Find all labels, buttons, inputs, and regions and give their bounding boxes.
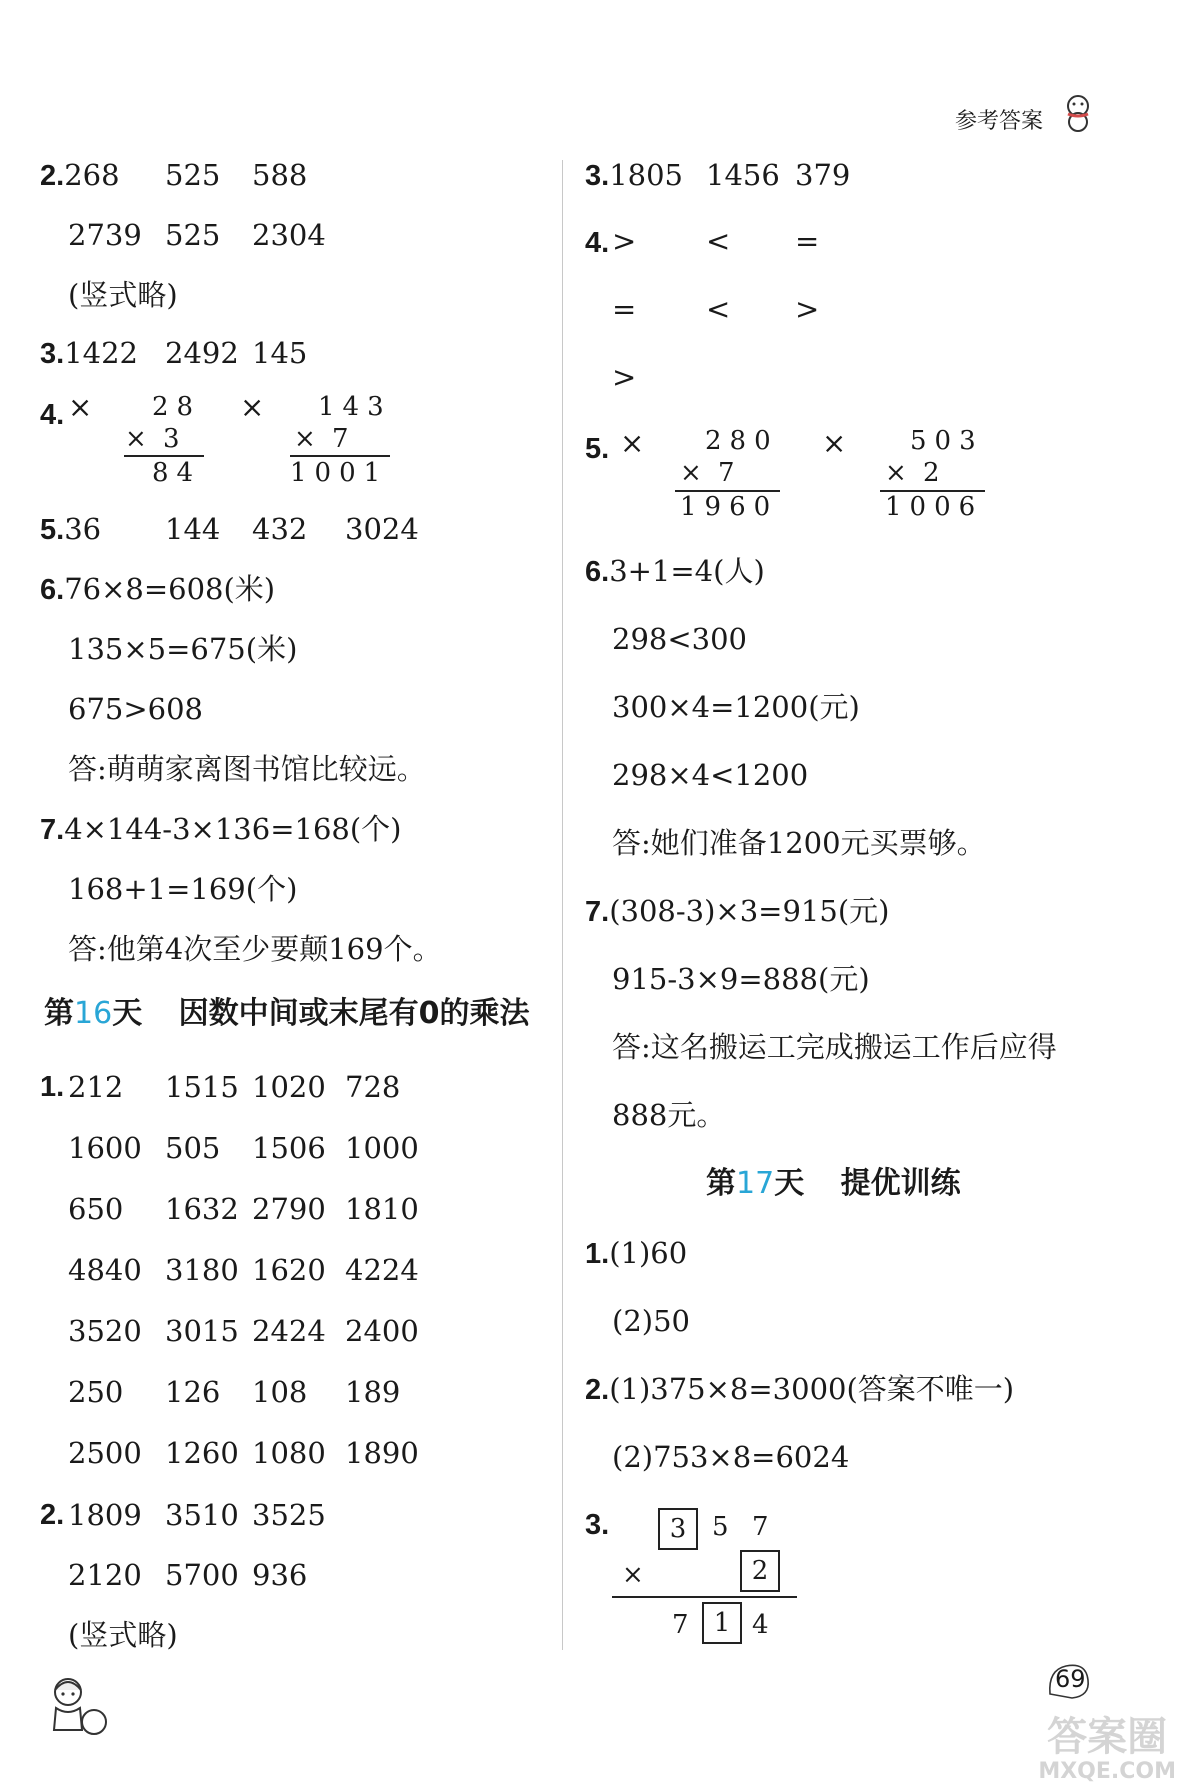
q-label: 3. xyxy=(585,1509,610,1541)
answer-box: 2 xyxy=(740,1550,780,1592)
answer-line: 168+1=169(个) xyxy=(68,872,298,906)
answer-line: (2)753×8=6024 xyxy=(612,1440,850,1474)
grid-cell: 1600 xyxy=(68,1131,142,1165)
calc-rule xyxy=(290,455,390,457)
grid-cell: 108 xyxy=(252,1375,308,1409)
right-q3: 3.1805 xyxy=(585,158,683,192)
times-sign: × xyxy=(622,1560,644,1590)
answer-line: 915-3×9=888(元) xyxy=(612,962,870,996)
wrong-mark: × xyxy=(68,390,93,424)
cell: 525 xyxy=(165,218,221,252)
answer-line: 675>608 xyxy=(68,692,204,726)
calc-mid: × 7 xyxy=(680,458,739,488)
snowman-icon xyxy=(1058,92,1098,132)
day16-heading: 第16天 因数中间或末尾有0的乘法 xyxy=(44,996,530,1031)
cell: < xyxy=(706,292,731,326)
calc-rule xyxy=(124,455,204,457)
grid-cell: 2500 xyxy=(68,1436,142,1470)
grid-cell: 4840 xyxy=(68,1253,142,1287)
calc-top: 143 xyxy=(318,392,392,422)
q-label: 1. xyxy=(40,1071,65,1103)
grid-cell: 1890 xyxy=(345,1436,419,1470)
cell: 2739 xyxy=(68,218,142,252)
grid-cell: 2400 xyxy=(345,1314,419,1348)
cell: 145 xyxy=(252,336,308,370)
grid-cell: 1515 xyxy=(165,1070,239,1104)
day17-heading: 第17天 提优训练 xyxy=(706,1166,961,1201)
grid-cell: 3015 xyxy=(165,1314,239,1348)
calc-mid: × 3 xyxy=(125,424,184,454)
grid-cell: 1632 xyxy=(165,1192,239,1226)
cell: > xyxy=(612,360,637,394)
digit: 4 xyxy=(752,1610,769,1640)
calc-result: 1006 xyxy=(885,492,984,522)
answer-box: 3 xyxy=(658,1508,698,1550)
grid-cell: 189 xyxy=(345,1375,401,1409)
calc-top: 28 xyxy=(152,392,202,422)
answer-line: 135×5=675(米) xyxy=(68,632,298,666)
snow-kid-mascot-icon xyxy=(40,1672,110,1738)
page-number: 69 xyxy=(1055,1665,1086,1693)
calc-top: 280 xyxy=(705,426,779,456)
cell: 525 xyxy=(165,158,221,192)
cell: 936 xyxy=(252,1558,308,1592)
digit: 7 xyxy=(672,1610,689,1640)
answer-line: 298<300 xyxy=(612,622,748,656)
grid-cell: 2790 xyxy=(252,1192,326,1226)
left-q5: 5.36 xyxy=(40,512,102,546)
wrong-mark: × xyxy=(620,426,645,460)
grid-cell: 1000 xyxy=(345,1131,419,1165)
grid-cell: 126 xyxy=(165,1375,221,1409)
grid-cell: 3520 xyxy=(68,1314,142,1348)
grid-cell: 3180 xyxy=(165,1253,239,1287)
left-q6-line1: 6.76×8=608(米) xyxy=(40,572,276,606)
cell: 2304 xyxy=(252,218,326,252)
calc-result: 1001 xyxy=(290,458,389,488)
grid-cell: 2424 xyxy=(252,1314,326,1348)
digit: 7 xyxy=(752,1512,769,1542)
grid-cell: 250 xyxy=(68,1375,124,1409)
calc-mid: × 2 xyxy=(885,458,944,488)
header-title: 参考答案 xyxy=(955,109,1044,134)
cell: 3510 xyxy=(165,1498,239,1532)
q-label: 2. xyxy=(40,1499,65,1531)
cell: 2492 xyxy=(165,336,239,370)
grid-cell: 1020 xyxy=(252,1070,326,1104)
calc-rule xyxy=(612,1596,797,1598)
grid-cell: 505 xyxy=(165,1131,221,1165)
cell: 3525 xyxy=(252,1498,326,1532)
grid-cell: 1506 xyxy=(252,1131,326,1165)
note: (竖式略) xyxy=(68,278,178,312)
cell: 432 xyxy=(252,512,308,546)
right-q6-line1: 6.3+1=4(人) xyxy=(585,554,765,588)
cell: = xyxy=(795,224,820,258)
grid-cell: 728 xyxy=(345,1070,401,1104)
cell: 144 xyxy=(165,512,221,546)
right-d17-q1-line1: 1.(1)60 xyxy=(585,1236,688,1270)
cell: 1456 xyxy=(706,158,780,192)
answer-line: 答:她们准备1200元买票够。 xyxy=(612,826,986,860)
cell: 379 xyxy=(795,158,851,192)
calc-result: 84 xyxy=(152,458,202,488)
digit: 5 xyxy=(712,1512,729,1542)
q-label: 4. xyxy=(585,227,610,259)
q-label: 4. xyxy=(40,399,65,431)
wrong-mark: × xyxy=(240,390,265,424)
cell: > xyxy=(795,292,820,326)
answer-line: (2)50 xyxy=(612,1304,690,1338)
answer-line: 300×4=1200(元) xyxy=(612,690,860,724)
grid-cell: 212 xyxy=(68,1070,124,1104)
grid-cell: 650 xyxy=(68,1192,124,1226)
grid-cell: 4224 xyxy=(345,1253,419,1287)
cell: 588 xyxy=(252,158,308,192)
cell: < xyxy=(706,224,731,258)
cell: 3024 xyxy=(345,512,419,546)
calc-mid: × 7 xyxy=(294,424,353,454)
cell: 5700 xyxy=(165,1558,239,1592)
answer-line: 298×4<1200 xyxy=(612,758,809,792)
grid-cell: 1080 xyxy=(252,1436,326,1470)
answer-line: 888元。 xyxy=(612,1098,726,1132)
q-label: 5. xyxy=(585,433,610,465)
answer-line: 答:萌萌家离图书馆比较远。 xyxy=(68,752,426,786)
answer-line: 答:他第4次至少要颠169个。 xyxy=(68,932,442,966)
wrong-mark: × xyxy=(822,426,847,460)
calc-top: 503 xyxy=(910,426,984,456)
right-d17-q2-line1: 2.(1)375×8=3000(答案不唯一) xyxy=(585,1372,1015,1406)
column-divider xyxy=(562,160,563,1650)
cell: 1809 xyxy=(68,1498,142,1532)
answer-box: 1 xyxy=(702,1602,742,1644)
left-q7-line1: 7.4×144-3×136=168(个) xyxy=(40,812,402,846)
grid-cell: 1810 xyxy=(345,1192,419,1226)
right-q7-line1: 7.(308-3)×3=915(元) xyxy=(585,894,890,928)
left-q2-row1: 2.268 xyxy=(40,158,120,192)
grid-cell: 1260 xyxy=(165,1436,239,1470)
cell: 2120 xyxy=(68,1558,142,1592)
cell: = xyxy=(612,292,637,326)
left-q3: 3.1422 xyxy=(40,336,138,370)
answer-line: 答:这名搬运工完成搬运工作后应得 xyxy=(612,1030,1057,1064)
calc-result: 1960 xyxy=(680,492,779,522)
note: (竖式略) xyxy=(68,1618,178,1652)
grid-cell: 1620 xyxy=(252,1253,326,1287)
watermark: 答案圈 MXQE.COM xyxy=(1038,1714,1176,1784)
cell: > xyxy=(612,224,637,258)
